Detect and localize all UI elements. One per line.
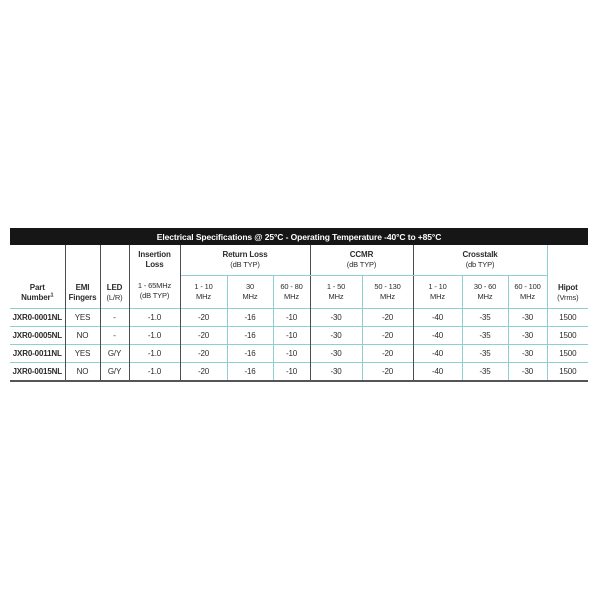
cell-emi-fingers: NO (65, 327, 100, 345)
cell-part-number: JXR0-0001NL (10, 309, 65, 327)
cell-crosstalk-30-60: -35 (462, 309, 508, 327)
cell-ccmr-50-130: -20 (362, 363, 413, 382)
cell-ccmr-50-130: -20 (362, 309, 413, 327)
col-header-hipot: Hipot (Vrms) (557, 283, 579, 302)
cell-return-loss-1-10: -20 (180, 327, 227, 345)
table-row (10, 345, 588, 363)
subcol-crosstalk-1-10: 1 - 10 MHz (413, 276, 462, 309)
table-row (10, 327, 588, 345)
cell-return-loss-1-10: -20 (180, 309, 227, 327)
cell-insertion-loss: -1.0 (129, 345, 180, 363)
cell-emi-fingers: YES (65, 309, 100, 327)
group-header-crosstalk: Crosstalk (db TYP) (413, 245, 547, 276)
cell-return-loss-30: -16 (227, 327, 273, 345)
cell-part-number: JXR0-0011NL (10, 345, 65, 363)
cell-crosstalk-30-60: -35 (462, 363, 508, 382)
cell-emi-fingers: NO (65, 363, 100, 382)
cell-crosstalk-60-100: -30 (508, 345, 547, 363)
subcol-return-loss-30: 30 MHz (227, 276, 273, 309)
group-header-return-loss: Return Loss (dB TYP) (180, 245, 310, 276)
col-header-insertion-loss: Insertion Loss 1 - 65MHz (dB TYP) (129, 245, 180, 309)
cell-crosstalk-1-10: -40 (413, 309, 462, 327)
subcol-crosstalk-30-60: 30 - 60 MHz (462, 276, 508, 309)
cell-hipot: 1500 (547, 327, 588, 345)
cell-insertion-loss: -1.0 (129, 363, 180, 382)
cell-insertion-loss: -1.0 (129, 309, 180, 327)
cell-ccmr-50-130: -20 (362, 327, 413, 345)
cell-hipot: 1500 (547, 345, 588, 363)
subcol-return-loss-1-10: 1 - 10 MHz (180, 276, 227, 309)
col-header-led: LED (L/R) (100, 245, 129, 309)
table-title: Electrical Specifications @ 25°C - Operating Temperature -40°C to +85°C (156, 231, 442, 242)
table-title-bar (10, 228, 588, 245)
cell-ccmr-1-50: -30 (310, 327, 362, 345)
table-row (10, 363, 588, 382)
subcol-ccmr-1-50: 1 - 50 MHz (310, 276, 362, 309)
col-header-emi-fingers: EMI Fingers (65, 245, 100, 309)
subcol-crosstalk-60-100: 60 - 100 MHz (508, 276, 547, 309)
cell-return-loss-60-80: -10 (273, 345, 310, 363)
cell-led: - (100, 327, 129, 345)
cell-return-loss-1-10: -20 (180, 345, 227, 363)
cell-emi-fingers: YES (65, 345, 100, 363)
cell-ccmr-1-50: -30 (310, 345, 362, 363)
cell-crosstalk-1-10: -40 (413, 345, 462, 363)
cell-part-number: JXR0-0005NL (10, 327, 65, 345)
cell-led: G/Y (100, 345, 129, 363)
cell-crosstalk-1-10: -40 (413, 363, 462, 382)
cell-crosstalk-60-100: -30 (508, 363, 547, 382)
cell-hipot: 1500 (547, 309, 588, 327)
col-header-part-number: Part Number$^1$ (10, 245, 65, 309)
cell-crosstalk-60-100: -30 (508, 327, 547, 345)
cell-hipot: 1500 (547, 363, 588, 382)
cell-crosstalk-60-100: -30 (508, 309, 547, 327)
cell-return-loss-60-80: -10 (273, 309, 310, 327)
cell-crosstalk-30-60: -35 (462, 327, 508, 345)
subcol-ccmr-50-130: 50 - 130 MHz (362, 276, 413, 309)
cell-part-number: JXR0-0015NL (10, 363, 65, 382)
cell-return-loss-30: -16 (227, 363, 273, 382)
electrical-specs-table (10, 245, 588, 382)
cell-ccmr-1-50: -30 (310, 309, 362, 327)
cell-led: G/Y (100, 363, 129, 382)
cell-return-loss-30: -16 (227, 345, 273, 363)
cell-insertion-loss: -1.0 (129, 327, 180, 345)
cell-ccmr-1-50: -30 (310, 363, 362, 382)
cell-ccmr-50-130: -20 (362, 345, 413, 363)
cell-crosstalk-30-60: -35 (462, 345, 508, 363)
cell-return-loss-1-10: -20 (180, 363, 227, 382)
cell-crosstalk-1-10: -40 (413, 327, 462, 345)
subcol-return-loss-60-80: 60 - 80 MHz (273, 276, 310, 309)
table-row (10, 309, 588, 327)
footnote-marker: 1 (50, 292, 54, 299)
cell-return-loss-30: -16 (227, 309, 273, 327)
cell-return-loss-60-80: -10 (273, 327, 310, 345)
cell-led: - (100, 309, 129, 327)
group-header-ccmr: CCMR (dB TYP) (310, 245, 413, 276)
cell-return-loss-60-80: -10 (273, 363, 310, 382)
